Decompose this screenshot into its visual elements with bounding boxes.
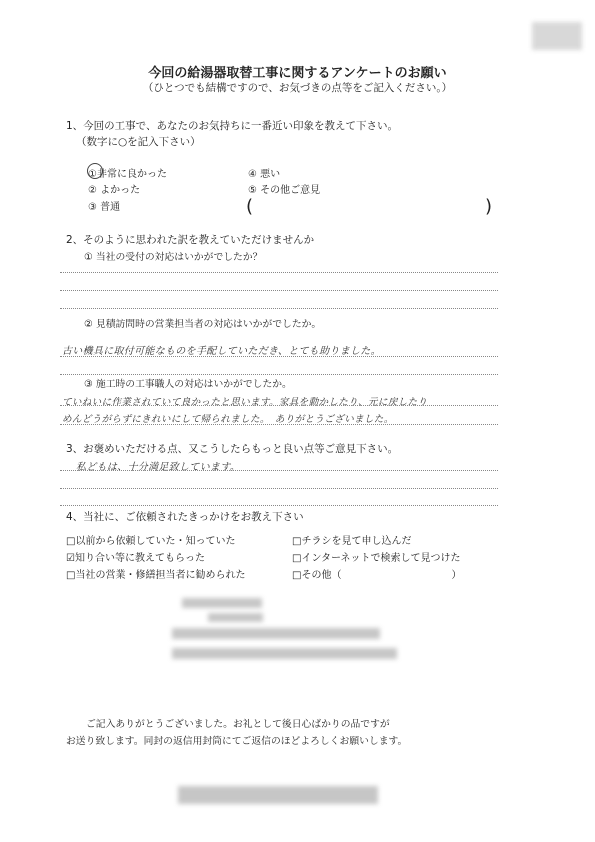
q4-option-right-2: □インターネットで検索して見つけた — [292, 553, 461, 564]
redacted-logo — [532, 22, 582, 50]
q1-option-2: ② よかった — [88, 185, 141, 196]
answer-line — [60, 308, 498, 309]
q2-answer2-handwritten: 古い機具に取付可能なものを手配していただき、とても助りました。 — [62, 346, 381, 357]
q4-option-right-3: □その他（ ） — [292, 570, 462, 581]
answer-line — [60, 374, 498, 375]
q2-answer3-handwritten-line1: ていねいに作業されていて良かったと思います。家具を動かしたり、元に戻したり — [62, 397, 428, 408]
q1-option-4: ④ 悪い — [248, 169, 281, 180]
answer-line — [60, 356, 498, 357]
q1-opinion-paren-open: ( — [246, 196, 254, 217]
answer-line — [60, 505, 498, 506]
q4-question: 4、当社に、ご依頼されたきっかけをお教え下さい — [66, 511, 304, 523]
q4-option-left-1: □以前から依頼していた・知っていた — [66, 536, 236, 547]
q4-option-right-1: □チラシを見て申し込んだ — [292, 536, 412, 547]
q2-sub1: ① 当社の受付の対応はいかがでしたか？ — [84, 252, 263, 263]
redacted-info — [172, 628, 380, 639]
page-subtitle: （ひとつでも結構ですので、お気づきの点等をご記入ください。） — [142, 82, 453, 94]
q1-opinion-paren-close: ) — [485, 196, 493, 217]
q3-answer-handwritten: 私どもは、十分満足致しています。 — [76, 462, 240, 473]
answer-line — [60, 488, 498, 489]
answer-line — [60, 470, 498, 471]
closing-line-1: ご記入ありがとうございました。お礼として後日心ばかりの品ですが — [86, 719, 390, 730]
closing-line-2: お送り致します。同封の返信用封筒にてご返信のほどよろしくお願いします。 — [66, 736, 408, 747]
q3-question: 3、お褒めいただける点、又こうしたらもっと良い点等ご意見下さい。 — [66, 443, 399, 455]
redacted-info — [172, 648, 397, 659]
redacted-name — [178, 786, 378, 804]
q4-option-left-3: □当社の営業・修繕担当者に勧められた — [66, 570, 246, 581]
q1-option-1: ①非常に良かった — [88, 169, 167, 180]
q1-option-5: ⑤ その他ご意見 — [248, 185, 321, 196]
answer-line — [60, 272, 498, 273]
redacted-info — [182, 598, 262, 608]
answer-line — [60, 424, 498, 425]
redacted-info — [208, 613, 263, 622]
answer-line — [60, 405, 498, 406]
answer-line — [60, 290, 498, 291]
q2-answer3-handwritten-line2: めんどうがらずにきれいにして帰られました。 ありがとうございました。 — [62, 414, 394, 425]
q1-option-3: ③ 普通 — [88, 202, 121, 213]
q2-question: 2、そのように思われた訳を教えていただけませんか — [66, 234, 315, 246]
q2-sub3: ③ 施工時の工事職人の対応はいかがでしたか。 — [84, 379, 292, 390]
q1-question: 1、今回の工事で、あなたのお気持ちに一番近い印象を教えて下さい。 — [66, 120, 398, 132]
q2-sub2: ② 見積訪問時の営業担当者の対応はいかがでしたか。 — [84, 319, 322, 330]
q1-note: （数字に○を記入下さい） — [76, 136, 201, 148]
page-title: 今回の給湯器取替工事に関するアンケートのお願い — [148, 66, 447, 81]
q4-option-left-2: ☑知り合い等に教えてもらった — [66, 553, 205, 564]
